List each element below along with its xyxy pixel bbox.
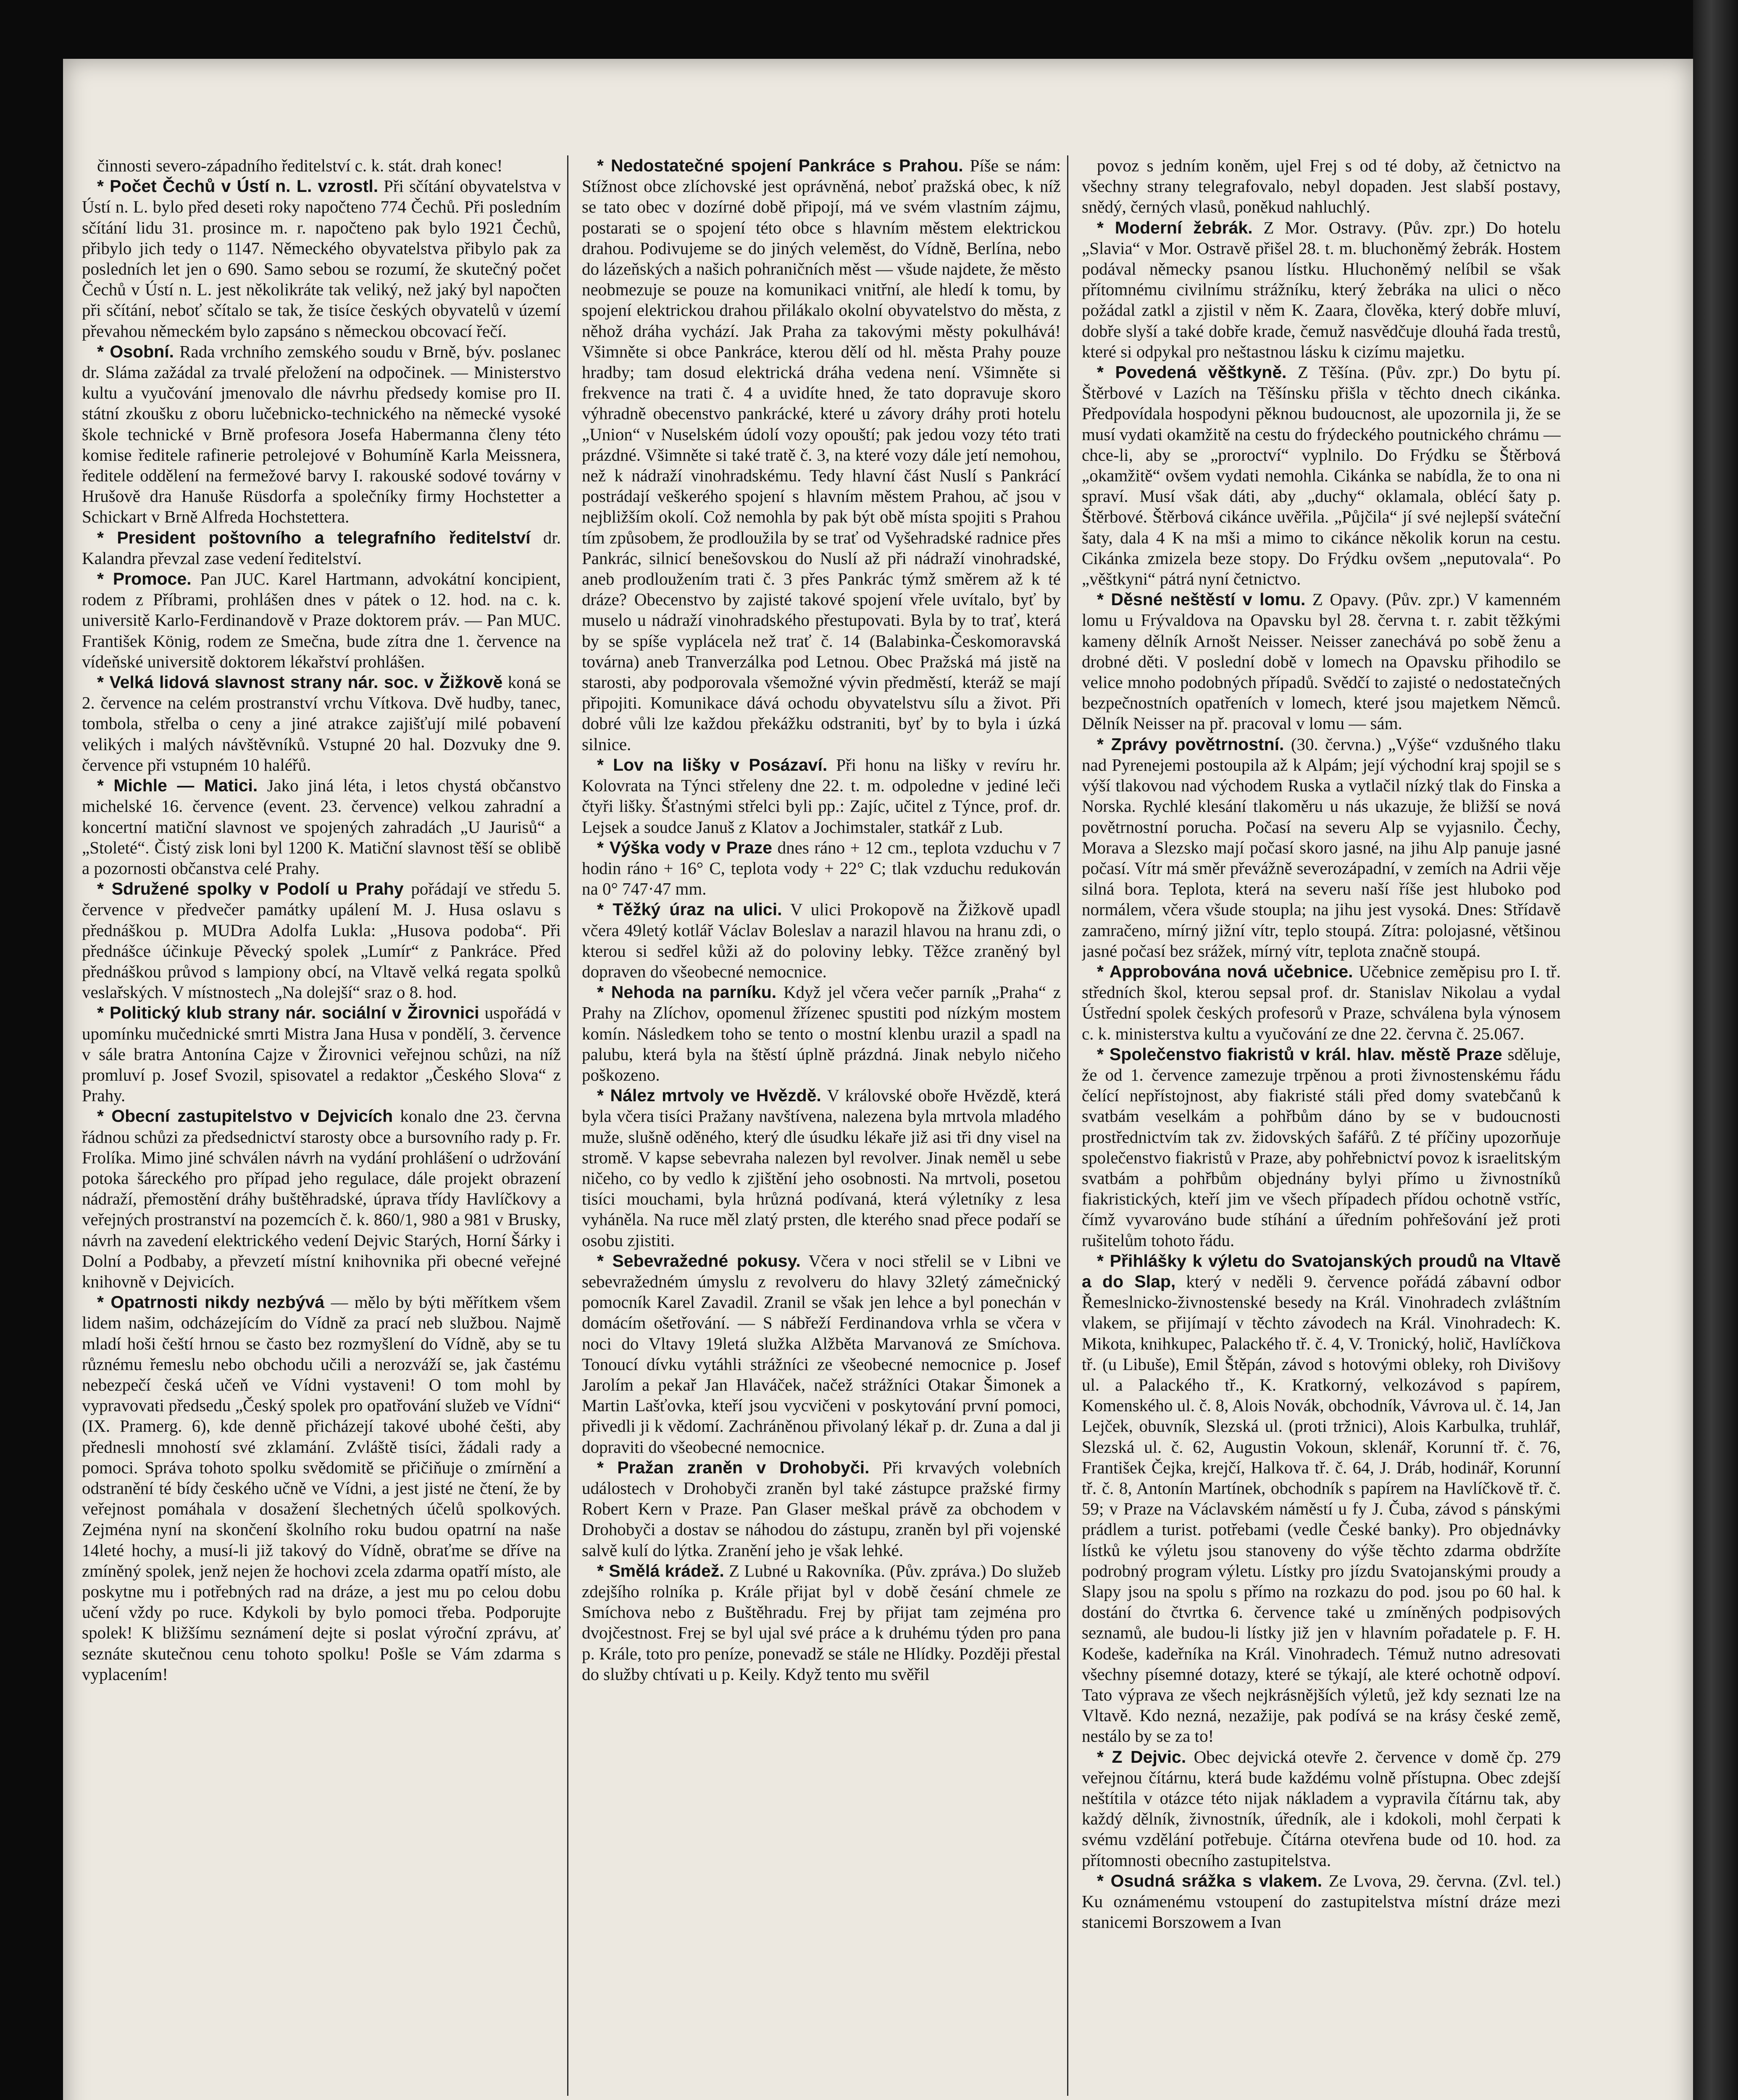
article-heading: * President poštovního a telegrafního ředitelství	[97, 528, 531, 547]
article-paragraph	[582, 837, 1061, 900]
article-paragraph	[82, 1003, 561, 1106]
column-2	[582, 155, 1061, 2096]
article-text: činnosti severo-západního ředitelství c. k. stát. drah konec!	[97, 156, 503, 175]
article-text: Učebnice zeměpisu pro I. tř. středních škol, kterou sepsal prof. dr. Stanislav Nikolau a vydal Ústřední spolek českých profesorů v Praze, schválena byla výnosem c. k. ministerstva kultu a vyučování ze dne 22. června č. 25.067.	[1082, 961, 1561, 1043]
article-text: Jako jiná léta, i letos chystá občanstvo michelské 16. července (event. 23. července) velkou zahradní a koncertní matiční slavnost ve spojených zahradách „U Jaurisů“ a „Stoleté“. Čistý zisk loni byl 1200 K. Matiční slavnost těší se oblibě a pozornosti občanstva celé Prahy.	[82, 776, 561, 878]
article-text: dr. Kalandra převzal zase vedení ředitelství.	[82, 528, 561, 568]
article-paragraph	[82, 1106, 561, 1292]
article-text: Včera v noci střelil se v Libni ve sebevražedném úmyslu z revolveru do hlavy 32letý zámečnický pomocník Karel Zavadil. Zranil se však jen lehce a byl ponechán v domácím ošetřování. — S nábřeží Ferdinandova vrhla se včera v noci do Vltavy 19letá služka Alžběta Marvanová ze Smíchova. Tonoucí dívku vytáhli strážníci ze všeobecné nemocnice p. Josef Jarolím a pekař Jan Hlaváček, načež strážníci Otakar Šimonek a Martin Lašťovka, kteří jsou vycvičeni v poskytování první pomoci, přivedli ji k vědomí. Zachráněnou přivolaný lékař p. dr. Zuna a dal ji dopraviti do všeobecné nemocnice.	[582, 1251, 1061, 1457]
article-heading: * Velká lidová slavnost strany nár. soc. v Žižkově	[97, 672, 503, 692]
article-paragraph	[582, 982, 1061, 1085]
newspaper-page	[63, 59, 1693, 2100]
article-heading: * Sebevražedné pokusy.	[597, 1251, 801, 1270]
article-heading: * Nález mrtvoly ve Hvězdě.	[597, 1086, 821, 1105]
article-paragraph	[82, 528, 561, 569]
article-text: povoz s jedním koněm, ujel Frej s od té doby, až četnictvo na všechny strany telegrafovalo, nebyl dopaden. Jest slabší postavy, snědý, černých vlasů, poněkud nahluchlý.	[1082, 156, 1561, 217]
column-3	[1082, 155, 1561, 2096]
article-heading: * Moderní žebrák.	[1097, 218, 1253, 237]
article-paragraph	[1082, 961, 1561, 1044]
article-heading: * Zprávy povětrnostní.	[1097, 734, 1284, 754]
article-paragraph	[582, 899, 1061, 982]
article-paragraph	[82, 155, 561, 176]
article-text: (30. června.) „Výše“ vzdušného tlaku nad Pyrenejemi postoupila až k Alpám; její východní kraj spojil se s výší tlakovou nad východem Ruska a vytlačil nízký tlak do Finska a Norska. Rychlé klesání tlakoměru u nás ukazuje, že bližší se nová povětrnostní porucha. Počasí na severu Alp se vyjasnilo. Čechy, Morava a Slezsko mají počasí skoro jasné, na jihu Alp panuje jasné počasí. Vítr má směr převážně severozápadní, v zemích na Adrii věje silná bora. Teplota, která na severu naší říše jest hluboko pod normálem, včera všude stoupla; na jihu jest vysoká. Dnes: Střídavě zamračeno, mírný jižní vítr, teplo stoupá. Zítra: polojasné, většinou jasné počasí bez srážek, mírný vítr, teplota značně stoupá.	[1082, 734, 1561, 961]
article-heading: * Osobní.	[97, 341, 174, 361]
article-heading: * Povedená věštkyně.	[1097, 362, 1287, 382]
article-heading: * Počet Čechů v Ústí n. L. vzrostl.	[97, 176, 379, 196]
article-paragraph	[1082, 1044, 1561, 1251]
article-text: Rada vrchního zemského soudu v Brně, býv. poslanec dr. Sláma zažádal za trvalé přeložení na odpočinek. — Ministerstvo kultu a vyučování jmenovalo dle návrhu předsedy komise pro II. státní zkoušku z oboru lučebnicko-technického na německé vysoké škole technické v Brně profesora Josefa Habermanna členy této komise ředitele rafinerie petrolejové v Bohumíně Karla Meissnera, ředitele oddělení na fermežové barvy I. rakouské sodové továrny v Hrušově dra Hanuše Rüsdorfa a společníky firmy Hochstetter a Schickart v Brně Alfreda Hochstettera.	[82, 341, 561, 527]
article-text: Při honu na lišky v revíru hr. Kolovrata na Týnci střeleny dne 22. t. m. odpoledne v jediné leči čtyři lišky. Šťastnými střelci byli pp.: Zajíc, učitel z Týnce, prof. dr. Lejsek a soudce Januš z Klatov a Jochimstaler, statkář z Lub.	[582, 755, 1061, 837]
article-heading: * Sdružené spolky v Podolí u Prahy	[97, 879, 404, 899]
article-text: Pan JUC. Karel Hartmann, advokátní koncipient, rodem z Příbrami, prohlášen dnes v pátek o 12. hod. na c. k. universitě Karlo-Ferdinandově v Praze doktorem práv. — Pan MUC. František König, rodem ze Smečna, bude zítra dne 1. července na vídeňské universitě doktorem lékařství prohlášen.	[82, 569, 561, 671]
article-heading: * Lov na lišky v Posázaví.	[597, 755, 828, 774]
article-heading: * Obecní zastupitelstvo v Dejvicích	[97, 1106, 393, 1126]
article-paragraph	[1082, 734, 1561, 961]
article-heading: * Přihlášky k výletu do Svatojanských proudů na Vltavě a do Slap,	[1082, 1251, 1561, 1291]
article-paragraph	[82, 341, 561, 528]
article-text: V ulici Prokopově na Žižkově upadl včera 49letý kotlář Václav Boleslav a narazil hlavou na hranu zdi, o kterou si sedřel kůži až do poloviny lebky. Těžce zraněný byl dopraven do všeobecné nemocnice.	[582, 900, 1061, 981]
article-heading: * Společenstvo fiakristů v král. hlav. městě Praze	[1097, 1044, 1502, 1064]
article-paragraph	[82, 672, 561, 775]
article-paragraph	[582, 1085, 1061, 1251]
article-text: pořádají ve středu 5. července v předvečer památky upálení M. J. Husa oslavu s přednáškou p. MUDra Adolfa Lukla: „Husova podoba“. Při přednášce účinkuje Pěvecký spolek „Lumír“ z Pankráce. Před přednáškou průvod s lampiony obcí, na Vltavě velká regata spolků veslařských. V místnostech „Na dolejší“ sraz o 8. hod.	[82, 879, 561, 1002]
article-text: Z Opavy. (Pův. zpr.) V kamenném lomu u Frývaldova na Opavsku byl 28. června t. r. zabit těžkými kameny dělník Arnošt Neisser. Neisser zanechává po sobě ženu a drobné děti. V poslední době v lomech na Opavsku přihodilo se velice mnoho podobných případů. Svědčí to zajisté o nedostatečných bezpečnostních opatřeních v lomech, které jsou majetkem Němců. Dělník Neisser na př. pracoval v lomu — sám.	[1082, 590, 1561, 733]
article-paragraph	[82, 1292, 561, 1685]
article-paragraph	[582, 155, 1061, 755]
article-heading: * Těžký úraz na ulici.	[597, 900, 782, 919]
column-divider	[1067, 155, 1068, 2096]
article-text: Z Těšína. (Pův. zpr.) Do bytu pí. Štěrbové v Lazích na Těšínsku přišla v těchto dnech cikánka. Předpovídala hospodyni pěknou budoucnost, ale upozornila ji, že se musí vydati okamžitě na cestu do frýdeckého poutnického chrámu — chce-li, aby se „proroctví“ vyplnilo. Do Frýdku se Štěrbová „okamžitě“ ovšem vydati nemohla. Cikánka se nabídla, že to ona ni spraví. Musí však dáti, aby „duchy“ oklamala, oblécí šaty p. Štěrbové. Štěrbová cikánce uvěřila. „Půjčila“ jí své nejlepší sváteční šaty, dala 4 K na mši a mimo to cikánce několik korun na cestu. Cikánka zmizela beze stopy. Do Frýdku ovšem „neputovala“. Po „věštkyni“ pátrá nyní četnictvo.	[1082, 362, 1561, 589]
article-heading: * Politický klub strany nár. sociální v Žirovnici	[97, 1003, 479, 1023]
article-heading: * Z Dejvic.	[1097, 1747, 1186, 1767]
article-paragraph	[82, 775, 561, 879]
article-heading: * Nedostatečné spojení Pankráce s Prahou.	[597, 156, 963, 175]
article-heading: * Smělá krádež.	[597, 1561, 724, 1580]
article-text: Z Mor. Ostravy. (Pův. zpr.) Do hotelu „Slavia“ v Mor. Ostravě přišel 28. t. m. bluchoněmý žebrák. Hostem podával německy psanou lístku. Hluchoněmý nelíbil se však přítomnému civilnímu strážníku, který žebráka na ulici o něco požádal zatkl a zjistil v něm K. Zaara, člověka, který dobře mluví, dobře slyší a také dobře krade, čemuž nasvědčuje dlouhá řada trestů, které si odpykal pro neštastnou lásku k cizímu majetku.	[1082, 218, 1561, 361]
article-heading: * Approbována nová učebnice.	[1097, 961, 1353, 981]
article-paragraph	[582, 1457, 1061, 1561]
article-paragraph	[1082, 1871, 1561, 1933]
article-heading: * Výška vody v Praze	[597, 837, 773, 857]
article-text: — mělo by býti měřítkem všem lidem našim, odcházejícím do Vídně za prací neb službou. Najmě mladí hoši čeští hrnou se často bez rozmyšlení do Vídně, aby se tu různému řemeslu nebo obchodu učili a nerozváží se, jak častému nebezpečí česká učeň ve Vídni vystaveni! O tom mohl by vypravovati předsedu „Český spolek pro opatřování služeb ve Vídni“ (IX. Pramerg. 6), kde denně přicházejí takové ubohé češti, aby přednesli mnohostí své zklamání. Zvláště tisíci, žádali rady a pomoci. Správa tohoto spolku svědomitě se přičiňuje o zmírnění a odstranění té bídy českého učně ve Vídni, a jest jisté ne čtení, že by veřejnost pomáhala v dosažení šlechetných účelů spolkových. Zejména nyní na skončení školního roku budou opatrní na naše 14leté hochy, a musí-li již takový do Vídně, obraťme se dříve na zmíněný spolek, jenž nejen že hochovi zcela zdarma opatří místo, ale poskytne mu i potřebných rad na dráze, a jest mu po celou dobu učení vždy po ruce. Kdykoli by bylo pomoci třeba. Podporujte spolek! K bližšímu seznámení dejte si poslat výroční zprávu, ať seznáte skutečnou cenu tohoto spolku! Pošle se Vám zdarma s vyplacením!	[82, 1292, 561, 1684]
article-paragraph	[82, 879, 561, 1003]
article-heading: * Osudná srážka s vlakem.	[1097, 1871, 1323, 1890]
page-edge	[1693, 0, 1738, 2100]
article-text: konalo dne 23. června řádnou schůzi za předsednictví starosty obce a bursovního rady p. Fr. Frolíka. Mimo jiné schválen návrh na vydání prohlášení o udržování potoka šáreckého pro případ jeho regulace, dále projekt obrazení nádraží, přemostění dráhy buštěhradské, úprava třídy Havlíčkovy a veřejných prostranství na pozemcích č. k. 860/1, 980 a 981 v Brusky, návrh na zavedení elektrického vedení Dejvic Starých, Horní Šárky i Dolní a Podbaby, a převzetí místní knihovnika při obecné veřejné knihovně v Dejvicích.	[82, 1106, 561, 1291]
article-heading: * Nehoda na parníku.	[597, 982, 777, 1002]
article-paragraph	[1082, 589, 1561, 734]
article-text: Z Lubné u Rakovníka. (Pův. zpráva.) Do služeb zdejšího rolníka p. Krále přijat byl v době česání chmele ze Smíchova nebo z Buštěhradu. Frej by přijat tam zejména pro dvojčestnost. Frej se byl ujal své práce a k druhému týden pro pana p. Krále, toto pro peníze, ponevadž se stále ne Hlídky. Později přestal do služby chtívati u p. Keily. Když tento mu svěřil	[582, 1561, 1061, 1684]
column-1	[82, 155, 561, 2096]
article-text: sděluje, že od 1. července zamezuje trpěnou a proti živnostenskému řádu čelící nepřístojnost, aby fiakristé stáli před domy svatebčanů k svatbám veselkám a pohřbům dáno by se v budoucnosti prostřednictvím tak zv. židovských šafářů. Z té příčiny upozorňuje společenstvo fiakristů v Praze, aby pohřebnictví povoz k israelitským svatbám a pohřbům objednány bylyi přímo u živnostníků fiakristických, kteří jim ve všech případech přídou ochotně vstříc, čímž vyvarováno bude stíhání a úředním pohřešování jež proti rušitelům tohoto řádu.	[1082, 1044, 1561, 1250]
article-paragraph	[82, 569, 561, 672]
article-paragraph	[1082, 362, 1561, 589]
article-heading: * Promoce.	[97, 569, 192, 589]
article-heading: * Michle — Matici.	[97, 776, 258, 795]
article-paragraph	[1082, 1747, 1561, 1871]
article-paragraph	[582, 1251, 1061, 1457]
article-text: V královské oboře Hvězdě, která byla včera tisíci Pražany navštívena, nalezena byla mrtvola mladého muže, slušně oděného, který dle úsudku lékaře již asi tři dny visel na stromě. V kapse sebevraha nalezen byl revolver. Jinak neměl u sebe ničeho, co by vedlo k zjištění jeho osobnosti. Na mrtvoli, posetou tisíci mouchami, byla hrůzná podívaná, která výletníky z lesa vyháněla. Na ruce měl zlatý prsten, dle kterého snad přece podaří se osobu zjistiti.	[582, 1086, 1061, 1250]
column-divider	[567, 155, 568, 2096]
article-paragraph	[582, 755, 1061, 837]
article-text: uspořádá v upomínku mučednické smrti Mistra Jana Husa v pondělí, 3. července v sále bratra Antonína Cajze v Žirovnici veřejnou schůzi, na níž promluví p. Josef Svozil, spisovatel a redaktor „Českého Slova“ z Prahy.	[82, 1003, 561, 1105]
article-paragraph	[82, 176, 561, 341]
article-text: Píše se nám: Stížnost obce zlíchovské jest oprávněná, neboť pražská obec, k níž se tato obec v dozírné době připojí, má ve svém vlastním zájmu, postarati se o spojení této obce s hlavním městem elektrickou drahou. Podivujeme se do jiných veleměst, do Vídně, Berlína, nebo do lázeňských a našich pohraničních měst — všude najdete, že město neobmezuje se pouze na komunikaci vnitřní, ale hledí k tomu, by spojení elektrickou drahou přilákalo okolní obyvatelstvo do města, z něhož dráha vychází. Jak Praha za takovými městy pokulhává! Všimněte si obce Pankráce, kterou dělí od hl. města Prahy pouze hradby; tam dosud elektrická dráha vedena není. Všimněte si frekvence na trati č. 4 a uvidíte hned, že tato dopravuje skoro výhradně obecenstvo pankrácké, které u závory dráhy proti hotelu „Union“ v Nuselském údolí vozy opouští; pak jedou vozy této trati prázdné. Všimněte si také tratě č. 3, na které vozy dále jetí nemohou, než k nádraží vinohradskému. Tedy hlavní část Nuslí s Pankrácí postrádají veškerého spojení s hlavním městem Prahou, ač jsou v nejbližším okolí. Což nemohla by pak být obě místa spojiti s Prahou tím způsobem, že prodloužila by se trať od Vyšehradské radnice přes Pankrác, silnicí benešovskou do Nuslí až při nádraží vinohradské, aneb prodloužením trati č. 3 přes Pankrác týmž směrem až k té dráze? Obecenstvo by zajisté takové spojení vřele uvítalo, byť by muselo u nádraží vinohradského přestupovati. Byla by to trať, která by se spíše vyplácela než trať č. 14 (Balabinka-Českomoravská továrna) aneb Tranverzálka pod Letnou. Obec Pražská má jistě na starosti, aby podporovala všemožné vývin předměstí, kteráž se mají připojiti. Komunikace dává ochodu obyvatelstvu sílu a život. Při dobré vůli lze každou překážku odstraniti, byť by to byla i úzká silnice.	[582, 156, 1061, 754]
article-text: který v neděli 9. července pořádá zábavní odbor Řemeslnicko-živnostenské besedy na Král. Vinohradech zvláštním vlakem, se přijímají v těchto závodech na Král. Vinohradech: K. Mikota, knihkupec, Palackého tř. č. 4, V. Tronický, holič, Havlíčkova tř. (u Libuše), Emil Štěpán, závod s hotovými obleky, roh Divišovy ul. a Palackého tř., K. Kratkorný, velkozávod s papírem, Komenského ul. č. 8, Alois Novák, obchodník, Vávrova ul. č. 14, Jan Lejček, obuvník, Slezská ul. (proti tržnici), Alois Karbulka, truhlář, Slezská ul. č. 62, Augustin Vokoun, sklenář, Korunní tř. č. 76, František Čejka, krejčí, Halkova tř. č. 64, J. Dráb, hodinář, Korunní tř. č. 8, Antonín Martínek, obchodník s papírem na Havlíčkově tř. č. 59; v Praze na Václavském náměstí u fy J. Čuba, závod s pánskými prádlem a turist. potřebami (vedle České banky). Pro objednávky lístků ke výletu jsou stanoveny do výše těchto zdarma obdržíte podrobný program výletu. Lístky pro jízdu Svatojanskými proudy a Slapy jsou na spolu s přímo na rozkazu do pod. jsou po 60 hal. k dostání do čtvrtka 6. července také u zmíněných podpisových seznamů, ale budou-li lístky již jen v hlavním pořadatele p. F. H. Kodeše, kadeřníka na Král. Vinohradech. Témuž nutno adresovati všechny písemné dotazy, které se týkají, ale které ochotně odpoví. Tato výprava ze všech nejkrásnějších výletů, jež kdy seznati lze na Vltavě. Kdo nezná, nezažije, pak podívá se na krásy české země, nestálo by se za to!	[1082, 1271, 1561, 1746]
article-heading: * Opatrnosti nikdy nezbývá	[97, 1292, 325, 1312]
article-text: koná se 2. července na celém prostranství vrchu Vítkova. Dvě hudby, tanec, tombola, střelba o ceny a jiné atrakce zajišťují milé pobavení velikých i malých návštěvníků. Vstupné 20 hal. Dozvuky dne 9. července při vstupném 10 haléřů.	[82, 672, 561, 774]
article-text: Obec dejvická otevře 2. července v domě čp. 279 veřejnou čítárnu, která bude každému volně přístupna. Obec zdejší neštítila v otázce této nijak nákladem a vypravila čítárnu tak, aby každý dělník, živnostník, úředník, ale i kdokoli, mohl čerpati k svému vzdělání potřebuje. Čítárna otevřena bude od 10. hod. za přítomnosti obecního zastupitelstva.	[1082, 1747, 1561, 1870]
article-heading: * Pražan zraněn v Drohobyči.	[597, 1457, 870, 1477]
article-text: Při krvavých volebních událostech v Drohobyči zraněn byl také zástupce pražské firmy Robert Kern v Praze. Pan Glaser meškal právě za obchodem v Drohobyči a dostav se náhodou do zástupu, zraněn byl při vojenské salvě kulí do lýtka. Zranění jeho je však lehké.	[582, 1457, 1061, 1560]
article-text: Při sčítání obyvatelstva v Ústí n. L. bylo před deseti roky napočteno 774 Čechů. Při posledním sčítání lidu 31. prosince m. r. napočteno pak bylo 1921 Čechů, přibylo jich tedy o 1147. Německého obyvatelstva přibylo pak za posledních let jen o 690. Samo sebou se rozumí, že skutečný počet Čechů v Ústí n. L. jest několikráte tak veliký, než jaký byl napočten při sčítání, neboť sčítalo se tak, že tisíce českých obyvatelů v území převahou německém bylo zapsáno s německou obcovací řečí.	[82, 176, 561, 341]
article-text: dnes ráno + 12 cm., teplota vzduchu v 7 hodin ráno + 16° C, teplota vody + 22° C; tlak vzduchu redukován na 0° 747·47 mm.	[582, 837, 1061, 899]
article-paragraph	[1082, 1251, 1561, 1747]
article-text: Ze Lvova, 29. června. (Zvl. tel.) Ku oznámenému vstoupení do zastupitelstva místní dráze mezi stanicemi Borszowem a Ivan	[1082, 1871, 1561, 1932]
article-paragraph	[1082, 155, 1561, 218]
article-paragraph	[582, 1561, 1061, 1685]
article-paragraph	[1082, 218, 1561, 362]
article-heading: * Děsné neštěstí v lomu.	[1097, 590, 1306, 609]
article-text: Když jel včera večer parník „Praha“ z Prahy na Zlíchov, opomenul žřízenec spustiti pod nízkým mostem komín. Následkem toho se tento o mostní klenbu urazil a spadl na palubu, která byla na štěstí úplně prázdná. Jinak nebylo ničeho poškozeno.	[582, 982, 1061, 1084]
